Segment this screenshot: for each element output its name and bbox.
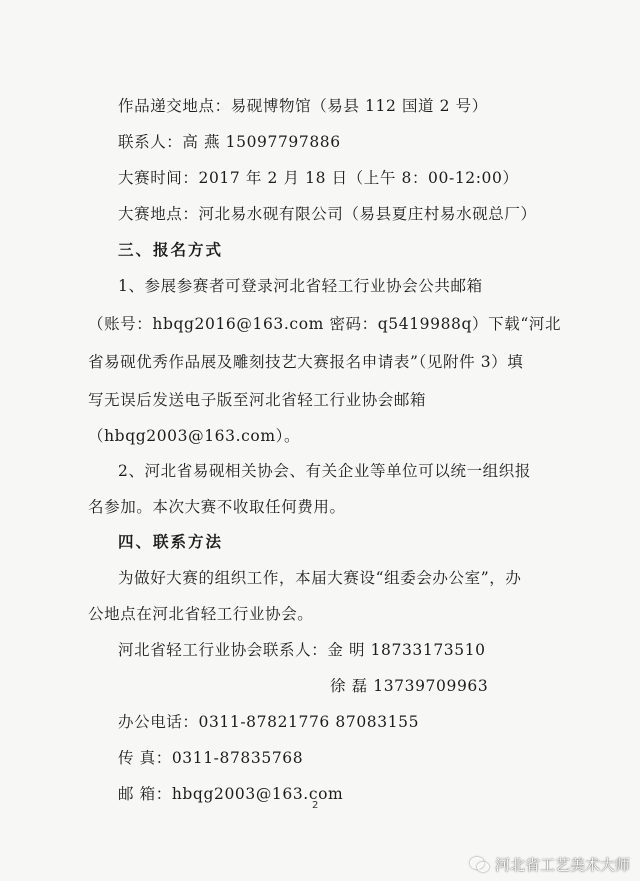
section-3-item-1-line-2: （账号：hbqg2016@163.com 密码：q5419988q）下载“河北 <box>88 315 562 333</box>
section-3-item-2-line-2: 名参加。本次大赛不收取任何费用。 <box>88 498 346 516</box>
section-3-heading: 三、报名方式 <box>118 241 224 259</box>
section-4-paragraph-line-2: 公地点在河北省轻工行业协会。 <box>88 605 314 623</box>
contest-time-line: 大赛时间：2017 年 2 月 18 日（上午 8：00-12:00） <box>118 169 519 187</box>
section-3-item-2-line-1: 2、河北省易砚相关协会、有关企业等单位可以统一组织报 <box>118 462 531 480</box>
office-phone-line: 办公电话：0311-87821776 87083155 <box>118 713 420 731</box>
wechat-icon <box>470 857 490 873</box>
contact-person-line: 联系人：高 燕 15097797886 <box>118 133 341 151</box>
page-number: 2 <box>312 800 319 811</box>
contact-2: 徐 磊 13739709963 <box>330 677 489 695</box>
section-3-item-1-line-3: 省易砚优秀作品展及雕刻技艺大赛报名申请表”（见附件 3）填 <box>88 353 524 371</box>
submit-location-line: 作品递交地点：易砚博物馆（易县 112 国道 2 号） <box>118 97 488 115</box>
section-4-paragraph-line-1: 为做好大赛的组织工作，本届大赛设“组委会办公室”，办 <box>118 569 522 587</box>
fax-line: 传 真：0311-87835768 <box>118 749 304 767</box>
contact-1: 金 明 18733173510 <box>327 641 486 659</box>
section-3-item-1-line-5: （hbqg2003@163.com）。 <box>88 427 301 445</box>
contacts-label: 河北省轻工行业协会联系人： <box>118 641 328 659</box>
watermark-text: 河北省工艺美术大师 <box>494 856 630 874</box>
section-3-item-1-line-1: 1、参展参赛者可登录河北省轻工行业协会公共邮箱 <box>118 277 483 295</box>
contacts-row-1 <box>118 640 486 660</box>
contest-location-line: 大赛地点：河北易水砚有限公司（易县夏庄村易水砚总厂） <box>118 205 537 223</box>
section-3-item-1-line-4: 写无误后发送电子版至河北省轻工行业协会邮箱 <box>88 391 427 409</box>
section-4-heading: 四、联系方法 <box>118 533 224 551</box>
watermark <box>470 854 630 875</box>
email-line: 邮 箱：hbqg2003@163.com <box>118 785 344 803</box>
